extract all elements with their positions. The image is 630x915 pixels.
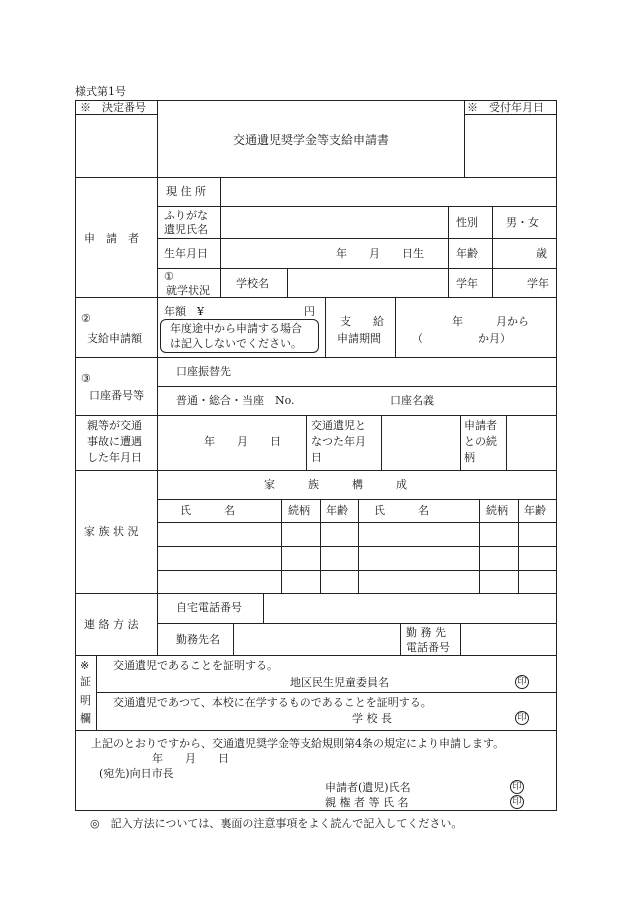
addressee: (宛先)向日市長 (99, 767, 174, 780)
instruction-note: ◎ 記入方法については、裏面の注意事項をよく読んで記入してください。 (90, 817, 463, 830)
gender-label: 性別 (456, 216, 478, 229)
certification-signer-2: 学 校 長 (352, 712, 392, 725)
relation-label-3: 柄 (464, 451, 475, 464)
home-phone-label: 自宅電話番号 (176, 601, 242, 614)
period-months: （ か月） (412, 332, 511, 345)
divider (518, 499, 519, 593)
divider (75, 730, 557, 731)
divider (75, 297, 557, 298)
divider (506, 415, 507, 470)
divider (157, 177, 158, 297)
seal-mark: 印 (510, 780, 524, 794)
applicant-name-label: 申請者(遺児)氏名 (325, 781, 411, 794)
divider (75, 655, 557, 656)
family-col-relation-1: 続柄 (288, 504, 310, 517)
divider (157, 206, 557, 207)
divider (306, 415, 307, 470)
divider (157, 623, 557, 624)
page-title: 交通遺児奨学金等支給申請書 (233, 133, 390, 147)
grade-label: 学年 (456, 277, 478, 290)
payment-mark: ② (81, 312, 91, 325)
certification-mark: ※ (80, 659, 90, 672)
certification-text-2: 交通遺児であつて、本校に在学するものであることを証明する。 (113, 696, 432, 709)
seal-mark: 印 (515, 711, 529, 725)
name-kana-label: ふりがな (164, 209, 208, 222)
period-label-2: 申請期間 (337, 332, 381, 345)
divider (448, 206, 449, 297)
relation-label-2: との続 (464, 435, 497, 448)
yen-unit: 円 (304, 305, 315, 318)
family-col-age-2: 年齢 (524, 504, 546, 517)
divider (220, 177, 221, 268)
school-name-label: 学校名 (236, 277, 269, 290)
divider (157, 470, 158, 593)
divider (460, 623, 461, 655)
divider (381, 415, 382, 470)
annual-amount-label: 年額 ¥ (164, 305, 204, 318)
work-phone-label-1: 勤 務 先 (406, 626, 446, 639)
grade-unit: 学年 (527, 277, 549, 290)
divider (233, 623, 234, 655)
guardian-name-label: 親 権 者 等 氏 名 (325, 796, 409, 809)
accident-label-2: 事故に遭遇 (87, 435, 142, 448)
family-label: 家 族 状 況 (84, 525, 139, 538)
payment-note-1: 年度途中から申請する場合 (170, 322, 302, 335)
divider (157, 297, 158, 357)
divider (395, 297, 396, 357)
divider (75, 114, 157, 115)
application-statement: 上記のとおりですから、交通遺児奨学金等支給規則第4条の規定により申請します。 (91, 737, 505, 750)
birth-label: 生年月日 (164, 247, 208, 260)
school-mark: ① (164, 270, 174, 283)
divider (75, 415, 557, 416)
divider (464, 114, 557, 115)
family-col-relation-2: 続柄 (486, 504, 508, 517)
seal-mark: 印 (515, 675, 529, 689)
relation-label-1: 申請者 (464, 419, 497, 432)
divider (157, 499, 557, 500)
application-date: 年 月 日 (152, 752, 229, 765)
divider (358, 499, 359, 593)
account-holder-label: 口座名義 (390, 394, 434, 407)
divider (75, 357, 557, 358)
account-label: 口座番号等 (89, 389, 144, 402)
transfer-to-label: 口座振替先 (176, 365, 231, 378)
divider (75, 593, 557, 594)
divider (157, 415, 158, 470)
divider (220, 268, 221, 297)
became-label-3: 日 (311, 451, 322, 464)
family-heading: 家 族 構 成 (264, 478, 407, 491)
divider (157, 522, 557, 523)
payment-label: 支給申請額 (87, 332, 142, 345)
work-phone-label-2: 電話番号 (406, 641, 450, 654)
divider (479, 499, 480, 593)
account-mark: ③ (81, 372, 91, 385)
certification-v3: 欄 (80, 712, 91, 725)
address-label: 現 住 所 (166, 185, 206, 198)
birth-fields: 年 月 日生 (336, 247, 424, 260)
received-date-label: ※ 受付年月日 (467, 101, 544, 114)
applicant-section-label: 申 請 者 (84, 232, 139, 245)
age-unit: 歳 (536, 247, 547, 260)
certification-signer-1: 地区民生児童委員名 (290, 676, 389, 689)
workplace-label: 勤務先名 (176, 633, 220, 646)
divider (492, 206, 493, 297)
became-label-2: なつた年月 (311, 435, 366, 448)
contact-label: 連 絡 方 法 (84, 618, 139, 631)
became-label-1: 交通遺児と (311, 419, 366, 432)
divider (157, 593, 158, 655)
divider (157, 546, 557, 547)
period-from: 年 月から (452, 315, 529, 328)
period-label-1: 支 給 (340, 315, 384, 328)
gender-options: 男・女 (506, 216, 539, 229)
divider (157, 100, 158, 177)
accident-date-fields: 年 月 日 (204, 435, 281, 448)
divider (96, 692, 557, 693)
divider (157, 238, 557, 239)
form-number: 様式第1号 (75, 85, 126, 98)
certification-text-1: 交通遺児であることを証明する。 (113, 659, 278, 672)
divider (460, 415, 461, 470)
divider (320, 499, 321, 593)
accident-label-3: した年月日 (87, 451, 142, 464)
divider (157, 570, 557, 571)
family-col-name-2: 氏 名 (374, 504, 429, 517)
account-types: 普通・総合・当座 No. (176, 394, 295, 407)
family-col-age-1: 年齢 (326, 504, 348, 517)
divider (400, 623, 401, 655)
divider (75, 177, 557, 178)
divider (325, 297, 326, 357)
accident-label-1: 親等が交通 (87, 419, 142, 432)
school-status-label: 就学状況 (166, 284, 210, 297)
divider (464, 100, 465, 177)
payment-note-2: は記入しないでください。 (170, 337, 302, 350)
divider (75, 470, 557, 471)
divider (157, 386, 557, 387)
seal-mark: 印 (510, 795, 524, 809)
divider (287, 268, 288, 297)
name-label: 遺児氏名 (164, 223, 208, 236)
decision-number-label: ※ 決定番号 (80, 101, 146, 114)
divider (157, 268, 557, 269)
age-label: 年齢 (456, 247, 478, 260)
divider (263, 593, 264, 623)
divider (281, 499, 282, 593)
family-col-name-1: 氏 名 (180, 504, 235, 517)
certification-v2: 明 (80, 694, 91, 707)
certification-v1: 証 (80, 675, 91, 688)
